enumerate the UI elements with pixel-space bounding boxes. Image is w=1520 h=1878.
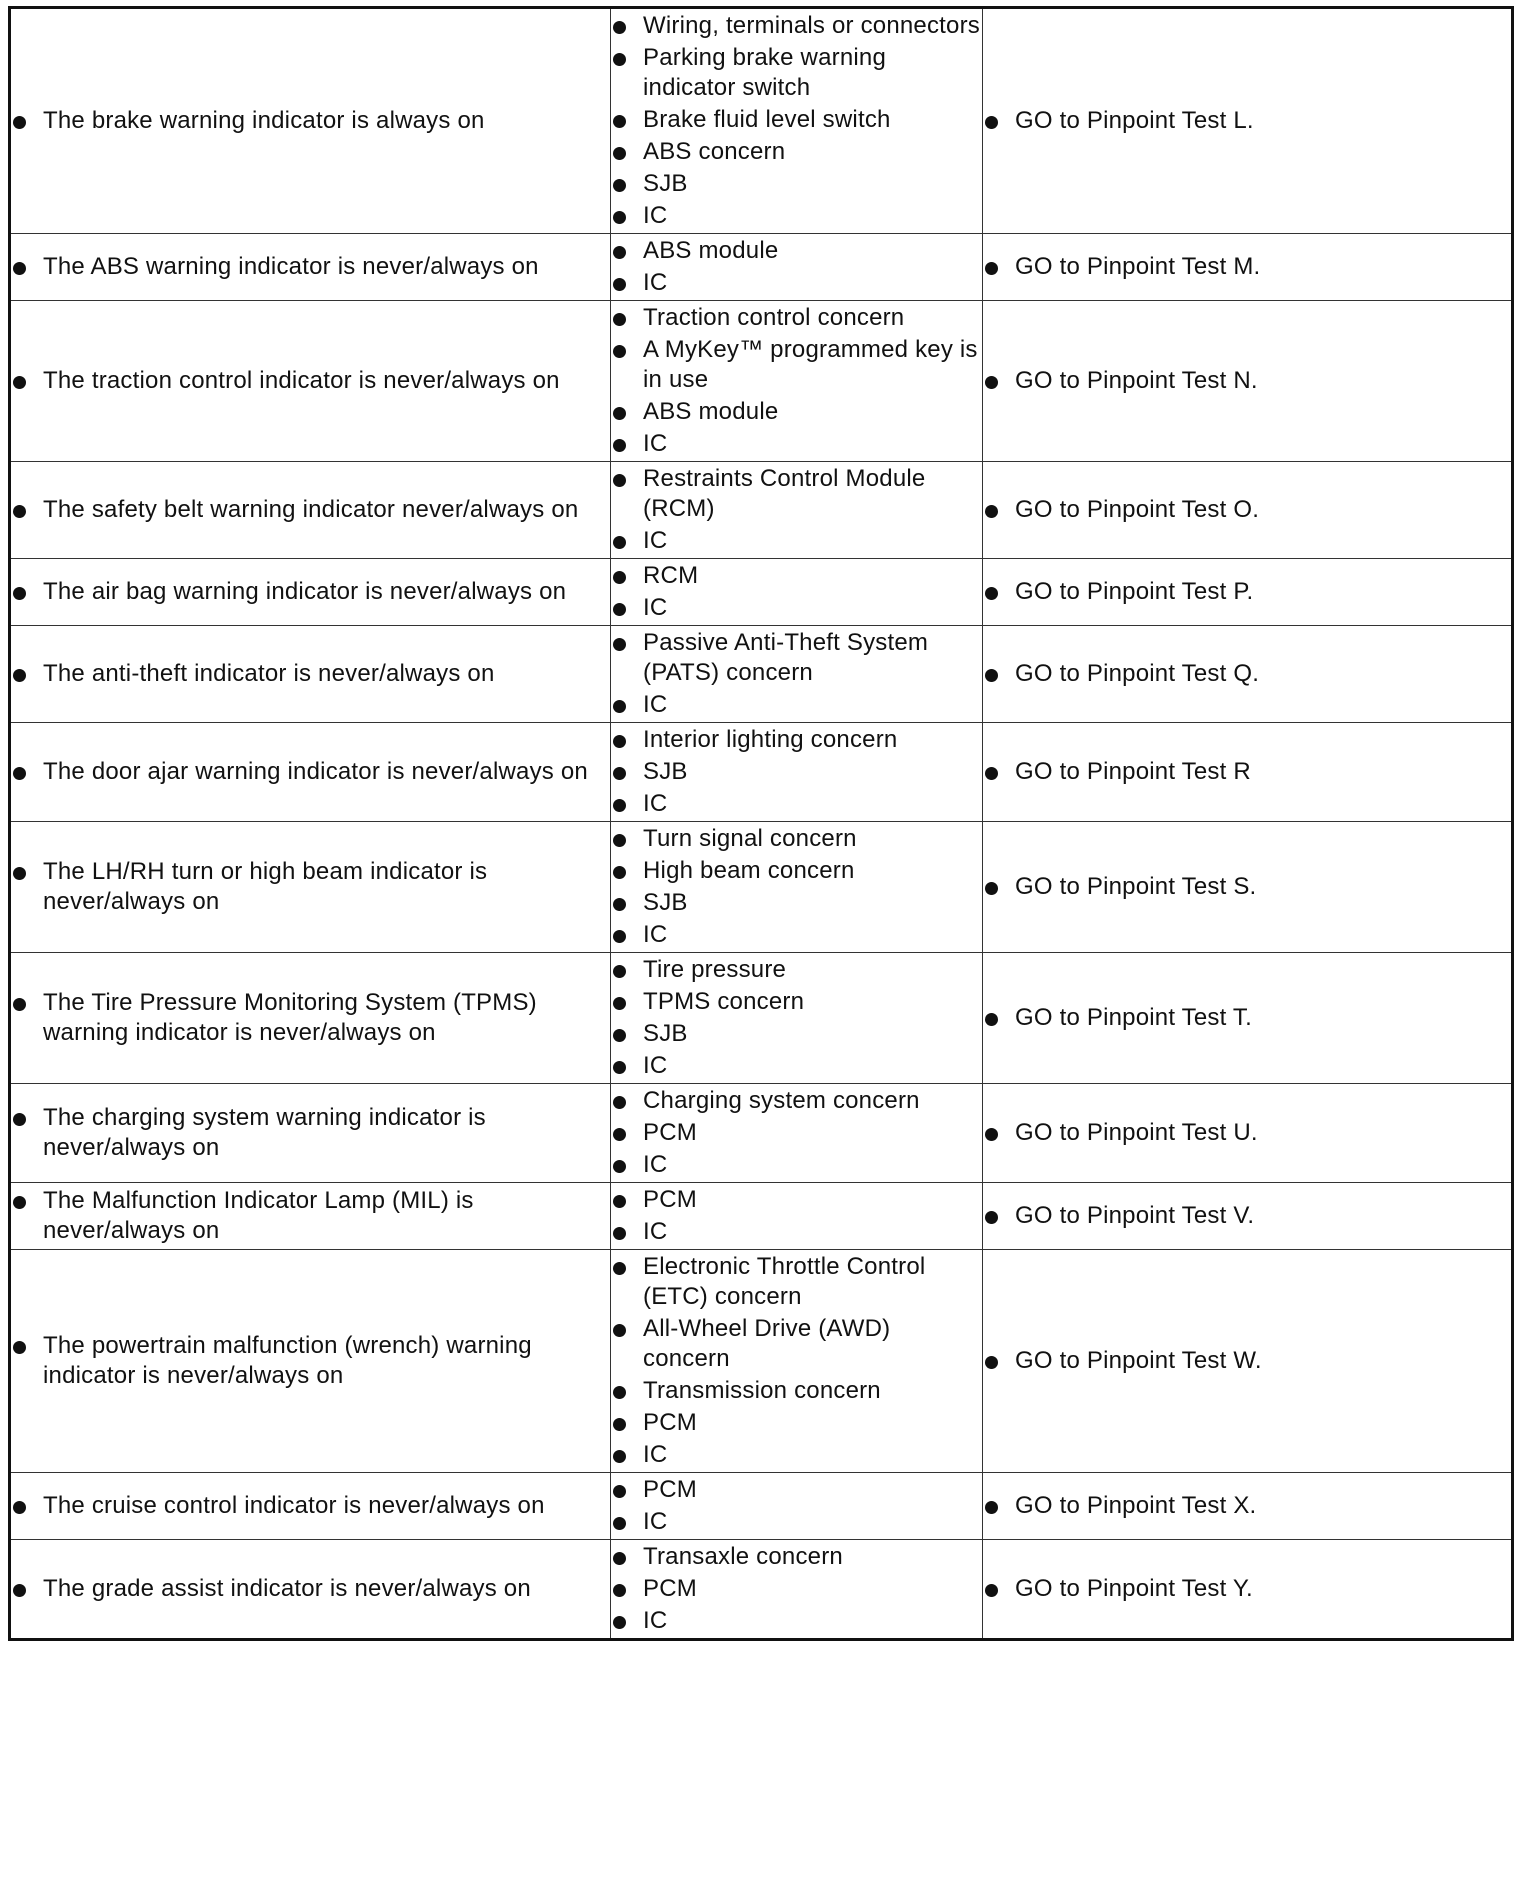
action-cell bbox=[983, 1540, 1513, 1640]
causes-cell bbox=[611, 723, 983, 822]
cause-item: IC bbox=[611, 201, 982, 231]
cause-item: IC bbox=[611, 690, 982, 720]
symptom-cell bbox=[10, 822, 611, 953]
cause-item: Transmission concern bbox=[611, 1376, 982, 1406]
cause-item: Brake fluid level switch bbox=[611, 105, 982, 135]
symptom-text: The powertrain malfunction (wrench) warning indicator is never/always on bbox=[11, 1331, 610, 1391]
symptom-table bbox=[8, 6, 1514, 1641]
symptom-cell bbox=[10, 559, 611, 626]
cause-item: IC bbox=[611, 268, 982, 298]
causes-list bbox=[611, 236, 982, 298]
cause-item: ABS module bbox=[611, 236, 982, 266]
cause-item: Traction control concern bbox=[611, 303, 982, 333]
cause-item: ABS module bbox=[611, 397, 982, 427]
symptom-text: The Malfunction Indicator Lamp (MIL) is never/always on bbox=[11, 1186, 610, 1246]
symptom-text: The ABS warning indicator is never/always on bbox=[11, 252, 610, 282]
cause-item: IC bbox=[611, 1440, 982, 1470]
cause-item: ABS concern bbox=[611, 137, 982, 167]
cause-item: IC bbox=[611, 1051, 982, 1081]
cause-item: IC bbox=[611, 526, 982, 556]
symptom-text: The brake warning indicator is always on bbox=[11, 106, 610, 136]
action-text: GO to Pinpoint Test W. bbox=[983, 1346, 1511, 1376]
symptom-table-body bbox=[10, 8, 1513, 1640]
cause-item: Tire pressure bbox=[611, 955, 982, 985]
cause-item: SJB bbox=[611, 888, 982, 918]
cause-item: A MyKey™ programmed key is in use bbox=[611, 335, 982, 395]
causes-cell bbox=[611, 1183, 983, 1250]
symptom-cell bbox=[10, 1183, 611, 1250]
symptom-text: The grade assist indicator is never/always on bbox=[11, 1574, 610, 1604]
causes-list bbox=[611, 303, 982, 459]
action-text: GO to Pinpoint Test N. bbox=[983, 366, 1511, 396]
causes-list bbox=[611, 1475, 982, 1537]
action-text: GO to Pinpoint Test M. bbox=[983, 252, 1511, 282]
table-row bbox=[10, 1084, 1513, 1183]
symptom-cell bbox=[10, 301, 611, 462]
table-row bbox=[10, 723, 1513, 822]
causes-list bbox=[611, 824, 982, 950]
cause-item: RCM bbox=[611, 561, 982, 591]
cause-item: Restraints Control Module (RCM) bbox=[611, 464, 982, 524]
causes-list bbox=[611, 725, 982, 819]
symptom-text: The air bag warning indicator is never/always on bbox=[11, 577, 610, 607]
causes-cell bbox=[611, 1084, 983, 1183]
causes-cell bbox=[611, 626, 983, 723]
action-text: GO to Pinpoint Test U. bbox=[983, 1118, 1511, 1148]
causes-cell bbox=[611, 1250, 983, 1473]
table-row bbox=[10, 953, 1513, 1084]
action-cell bbox=[983, 1084, 1513, 1183]
cause-item: IC bbox=[611, 789, 982, 819]
cause-item: IC bbox=[611, 429, 982, 459]
symptom-cell bbox=[10, 1250, 611, 1473]
action-text: GO to Pinpoint Test V. bbox=[983, 1201, 1511, 1231]
cause-item: SJB bbox=[611, 1019, 982, 1049]
causes-cell bbox=[611, 462, 983, 559]
table-row bbox=[10, 626, 1513, 723]
table-row bbox=[10, 1473, 1513, 1540]
causes-cell bbox=[611, 1473, 983, 1540]
causes-list bbox=[611, 955, 982, 1081]
action-cell bbox=[983, 8, 1513, 234]
table-row bbox=[10, 8, 1513, 234]
table-row bbox=[10, 1250, 1513, 1473]
causes-list bbox=[611, 1252, 982, 1470]
cause-item: PCM bbox=[611, 1574, 982, 1604]
cause-item: Wiring, terminals or connectors bbox=[611, 11, 982, 41]
symptom-text: The charging system warning indicator is never/always on bbox=[11, 1103, 610, 1163]
symptom-cell bbox=[10, 8, 611, 234]
symptom-cell bbox=[10, 953, 611, 1084]
cause-item: IC bbox=[611, 1606, 982, 1636]
cause-item: IC bbox=[611, 1150, 982, 1180]
causes-list bbox=[611, 561, 982, 623]
symptom-cell bbox=[10, 1084, 611, 1183]
causes-list bbox=[611, 1542, 982, 1636]
action-cell bbox=[983, 559, 1513, 626]
cause-item: IC bbox=[611, 593, 982, 623]
action-cell bbox=[983, 723, 1513, 822]
action-text: GO to Pinpoint Test R bbox=[983, 757, 1511, 787]
cause-item: SJB bbox=[611, 757, 982, 787]
action-text: GO to Pinpoint Test P. bbox=[983, 577, 1511, 607]
action-cell bbox=[983, 301, 1513, 462]
causes-cell bbox=[611, 559, 983, 626]
cause-item: PCM bbox=[611, 1118, 982, 1148]
table-row bbox=[10, 822, 1513, 953]
cause-item: Electronic Throttle Control (ETC) concern bbox=[611, 1252, 982, 1312]
causes-list bbox=[611, 11, 982, 231]
cause-item: IC bbox=[611, 1507, 982, 1537]
cause-item: PCM bbox=[611, 1475, 982, 1505]
action-text: GO to Pinpoint Test S. bbox=[983, 872, 1511, 902]
cause-item: SJB bbox=[611, 169, 982, 199]
table-row bbox=[10, 462, 1513, 559]
symptom-text: The LH/RH turn or high beam indicator is never/always on bbox=[11, 857, 610, 917]
symptom-text: The door ajar warning indicator is never/always on bbox=[11, 757, 610, 787]
cause-item: PCM bbox=[611, 1185, 982, 1215]
symptom-cell bbox=[10, 462, 611, 559]
symptom-text: The anti-theft indicator is never/always on bbox=[11, 659, 610, 689]
action-cell bbox=[983, 1473, 1513, 1540]
cause-item: Interior lighting concern bbox=[611, 725, 982, 755]
symptom-cell bbox=[10, 626, 611, 723]
table-row bbox=[10, 234, 1513, 301]
action-text: GO to Pinpoint Test Y. bbox=[983, 1574, 1511, 1604]
causes-cell bbox=[611, 8, 983, 234]
symptom-cell bbox=[10, 1540, 611, 1640]
symptom-chart bbox=[8, 6, 1511, 1641]
causes-list bbox=[611, 1185, 982, 1247]
causes-cell bbox=[611, 301, 983, 462]
table-row bbox=[10, 1183, 1513, 1250]
symptom-cell bbox=[10, 234, 611, 301]
action-cell bbox=[983, 822, 1513, 953]
table-row bbox=[10, 301, 1513, 462]
causes-cell bbox=[611, 822, 983, 953]
action-text: GO to Pinpoint Test Q. bbox=[983, 659, 1511, 689]
causes-cell bbox=[611, 1540, 983, 1640]
symptom-cell bbox=[10, 723, 611, 822]
cause-item: Charging system concern bbox=[611, 1086, 982, 1116]
cause-item: IC bbox=[611, 1217, 982, 1247]
cause-item: PCM bbox=[611, 1408, 982, 1438]
symptom-text: The traction control indicator is never/always on bbox=[11, 366, 610, 396]
action-text: GO to Pinpoint Test O. bbox=[983, 495, 1511, 525]
action-cell bbox=[983, 626, 1513, 723]
cause-item: TPMS concern bbox=[611, 987, 982, 1017]
cause-item: Transaxle concern bbox=[611, 1542, 982, 1572]
action-cell bbox=[983, 1250, 1513, 1473]
causes-list bbox=[611, 1086, 982, 1180]
cause-item: Parking brake warning indicator switch bbox=[611, 43, 982, 103]
cause-item: All-Wheel Drive (AWD) concern bbox=[611, 1314, 982, 1374]
cause-item: Turn signal concern bbox=[611, 824, 982, 854]
symptom-cell bbox=[10, 1473, 611, 1540]
action-text: GO to Pinpoint Test X. bbox=[983, 1491, 1511, 1521]
symptom-text: The safety belt warning indicator never/always on bbox=[11, 495, 610, 525]
causes-cell bbox=[611, 234, 983, 301]
causes-list bbox=[611, 628, 982, 720]
action-cell bbox=[983, 953, 1513, 1084]
causes-cell bbox=[611, 953, 983, 1084]
action-cell bbox=[983, 1183, 1513, 1250]
cause-item: High beam concern bbox=[611, 856, 982, 886]
symptom-text: The Tire Pressure Monitoring System (TPMS) warning indicator is never/always on bbox=[11, 988, 610, 1048]
table-row bbox=[10, 559, 1513, 626]
causes-list bbox=[611, 464, 982, 556]
cause-item: Passive Anti-Theft System (PATS) concern bbox=[611, 628, 982, 688]
action-cell bbox=[983, 462, 1513, 559]
action-cell bbox=[983, 234, 1513, 301]
action-text: GO to Pinpoint Test L. bbox=[983, 106, 1511, 136]
symptom-text: The cruise control indicator is never/always on bbox=[11, 1491, 610, 1521]
cause-item: IC bbox=[611, 920, 982, 950]
table-row bbox=[10, 1540, 1513, 1640]
action-text: GO to Pinpoint Test T. bbox=[983, 1003, 1511, 1033]
